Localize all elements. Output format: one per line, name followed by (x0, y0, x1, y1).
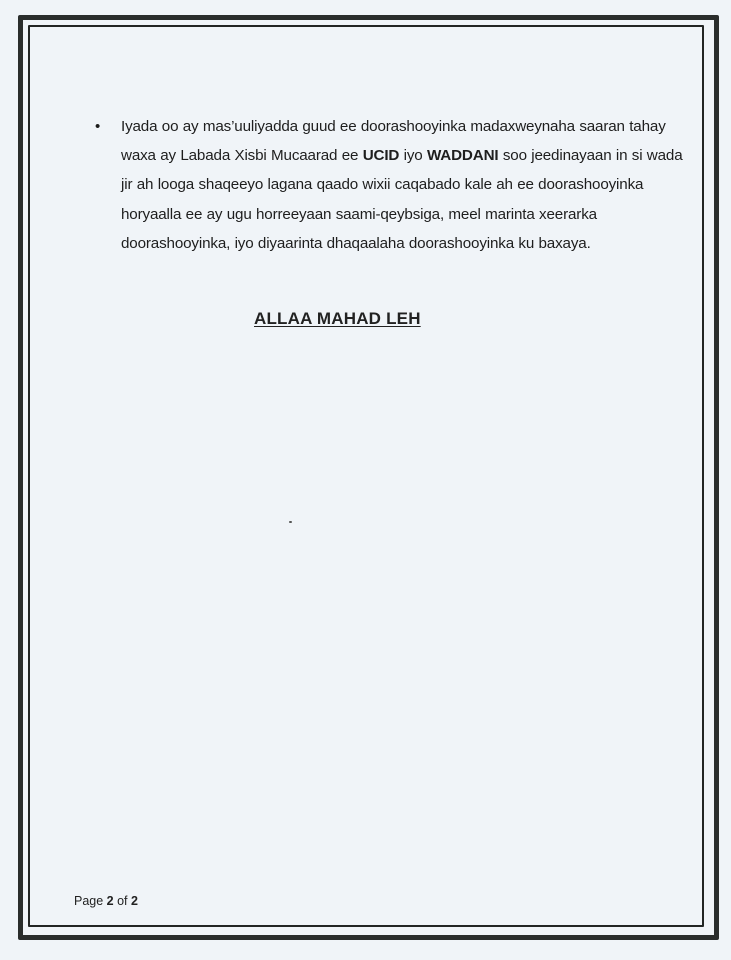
bullet-text (121, 112, 683, 258)
bullet-icon: • (95, 118, 101, 135)
bullet-paragraph (92, 112, 682, 258)
scan-artifact (289, 521, 292, 523)
text-run: jir ah looga shaqeeyo lagana qaado wixii caqabado kale ah ee doorashooyinka (121, 176, 644, 194)
footer-prefix: Page (74, 894, 107, 908)
paragraph-line-3 (121, 170, 683, 199)
party-name-waddani: WADDANI (426, 147, 499, 165)
text-run: iyo (399, 147, 427, 165)
text-run: doorashooyinka, iyo diyaarinta dhaqaalaha doorashooyinka ku baxaya. (121, 234, 591, 252)
current-page-number: 2 (106, 894, 114, 908)
text-run: horyaalla ee ay ugu horreeyaan saami-qeybsiga, meel marinta xeerarka (121, 205, 597, 223)
paragraph-line-4 (121, 200, 683, 229)
closing-heading: ALLAA MAHAD LEH (254, 309, 421, 328)
footer-of: of (113, 894, 131, 908)
paragraph-line-1 (121, 112, 683, 141)
paragraph-line-2 (121, 141, 683, 170)
paragraph-line-5 (121, 229, 683, 258)
text-run: soo jeedinayaan in si wada (498, 147, 683, 165)
page-number-footer (74, 894, 138, 908)
text-run: waxa ay Labada Xisbi Mucaarad ee (121, 147, 363, 165)
total-page-count: 2 (131, 894, 138, 908)
party-name-ucid: UCID (362, 147, 400, 165)
text-run: Iyada oo ay mas’uuliyadda guud ee doorashooyinka madaxweynaha saaran tahay (121, 118, 666, 135)
